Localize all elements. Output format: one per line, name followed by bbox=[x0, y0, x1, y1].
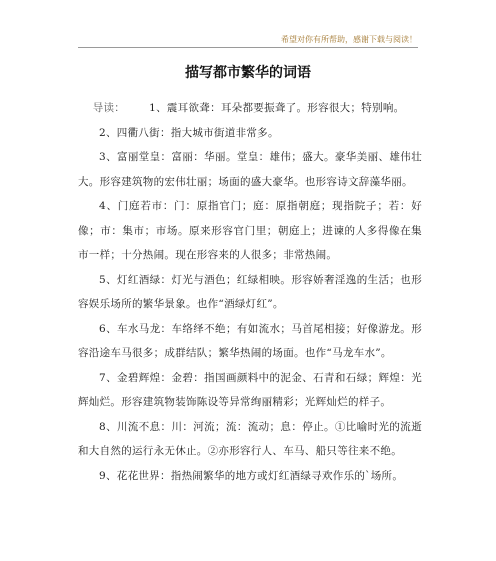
entry-7: 7、金碧辉煌：金碧：指国画颜料中的泥金、石青和石绿；辉煌：光辉灿烂。形容建筑物装饰陈设等异常绚丽精彩；光辉灿烂的样子。 bbox=[78, 371, 422, 408]
entry-2: 2、四衢八街：指大城市街道非常多。 bbox=[99, 126, 279, 139]
document-title: 描写都市繁华的词语 bbox=[185, 65, 311, 81]
guide-label: 导读： bbox=[92, 102, 126, 114]
header-note: 希望对你有所帮助，感谢下载与阅读！ bbox=[281, 35, 417, 44]
entry-text: 1、震耳欲聋：耳朵都要振聋了。形容很大；特别响。 bbox=[149, 102, 405, 114]
entry-8: 8、川流不息：川：河流；流：流动；息：停止。①比喻时光的流逝和大自然的运行永无休止。②亦形容行人、车马、船只等往来不绝。 bbox=[78, 420, 422, 457]
header-divider bbox=[78, 47, 418, 48]
entry-9: 9、花花世界：指热闹繁华的地方或灯红酒绿寻欢作乐的`场所。 bbox=[99, 469, 404, 482]
entry-4: 4、门庭若市：门：原指官门；庭：原指朝庭；现指院子；若：好像；市：集市；市场。原来形容官门里；朝庭上；进谏的人多得像在集市一样；十分热闹。现在形容来的人很多；非常热闹。 bbox=[78, 200, 422, 261]
entry-3: 3、富丽堂皇：富丽：华丽。堂皇：雄伟；盛大。豪华美丽、雄伟壮大。形容建筑物的宏伟壮丽；场面的盛大豪华。也形容诗文辞藻华丽。 bbox=[78, 151, 422, 188]
entry-1 bbox=[78, 96, 422, 121]
document-body bbox=[78, 96, 422, 488]
entry-5: 5、灯红酒绿：灯光与酒色；红绿相映。形容娇奢淫逸的生活；也形容娱乐场所的繁华景象。也作“酒绿灯红”。 bbox=[78, 273, 422, 310]
entry-6: 6、车水马龙：车络绎不绝；有如流水；马首尾相接；好像游龙。形容沿途车马很多；成群结队；繁华热闹的场面。也作“马龙车水”。 bbox=[78, 322, 422, 359]
